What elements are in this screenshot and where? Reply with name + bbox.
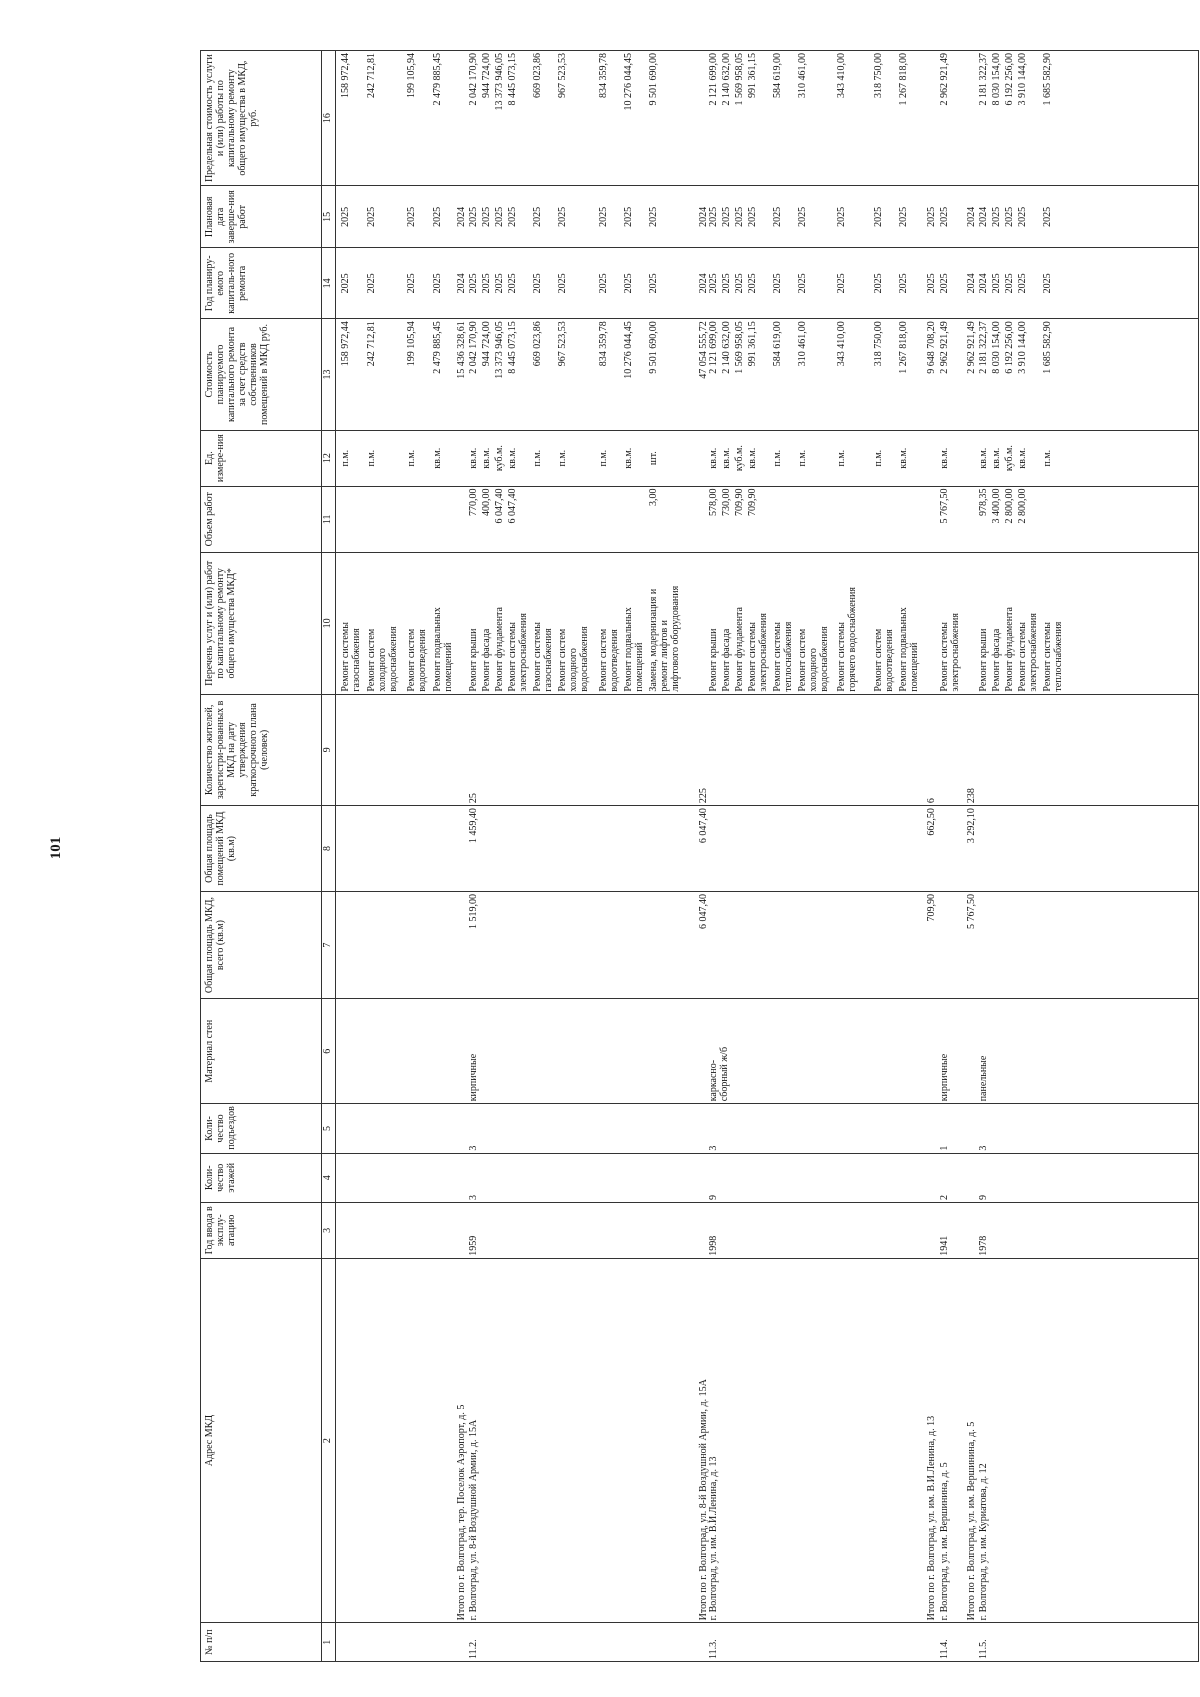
cell-col16-line21: 343 410,00	[836, 53, 847, 98]
cell-col5-line15: 3	[708, 1145, 719, 1151]
cell-col14-line3: 2025	[432, 273, 443, 294]
cell-col15-line18: 2025	[747, 206, 758, 227]
cell-col9-line26: 238	[966, 788, 977, 804]
cell-col7-line26: 5 767,50	[966, 893, 977, 929]
cell-col15-line1: 2025	[366, 206, 377, 227]
cell-col8-line5: 1 459,40	[468, 808, 479, 844]
cell-col11-line29: 2 800,00	[1004, 488, 1015, 524]
cell-col10-line16: Ремонт фасада	[721, 628, 732, 692]
column-number-9: 9	[322, 694, 336, 806]
cell-col16-line3: 2 479 885,45	[432, 53, 443, 106]
cell-col14-line7: 2025	[494, 273, 505, 294]
cell-col2-line25: г. Волгоград, ул. им. Вершинина, д. 5	[939, 1462, 950, 1621]
cell-col10-line7: Ремонт фундамента	[494, 607, 505, 692]
cell-col15-line5: 2025	[468, 206, 479, 227]
cell-col16-line17: 1 569 958,05	[734, 53, 745, 106]
header-cell-3: Год ввода в эксплу-атацию	[201, 1202, 322, 1258]
column-11-body	[336, 486, 1199, 552]
cell-col14-line19: 2025	[772, 273, 783, 294]
cell-col13-line28: 8 030 154,00	[991, 321, 1002, 374]
cell-col6-line15: каркасно- сборный ж/б	[708, 1046, 730, 1102]
cell-col9-line24: 6	[926, 798, 937, 804]
cell-col13-line6: 944 724,00	[481, 321, 492, 367]
cell-col13-line22: 318 750,00	[873, 321, 884, 367]
column-13-body	[336, 319, 1199, 431]
column-number-6: 6	[322, 999, 336, 1104]
header-cell-8: Общая площадь помещений МКД (кв.м)	[201, 806, 322, 892]
capital-repair-table	[200, 50, 1199, 1662]
cell-col15-line3: 2025	[432, 206, 443, 227]
cell-col4-line5: 3	[468, 1194, 479, 1200]
cell-col12-line9: п.м.	[532, 449, 543, 467]
cell-col15-line9: 2025	[532, 206, 543, 227]
cell-col10-line21: Ремонт системы горячего водоснабжения	[836, 587, 858, 692]
header-cell-9: Количество жителей, зарегистри-рованных в МКД на дату утверждения краткосрочного плана (человек)	[201, 694, 322, 806]
cell-col10-line27: Ремонт крыши	[978, 628, 989, 692]
cell-col15-line26: 2024	[966, 206, 977, 227]
cell-col7-line14: 6 047,40	[698, 893, 709, 929]
cell-col16-line19: 584 619,00	[772, 53, 783, 98]
cell-col14-line28: 2025	[991, 273, 1002, 294]
table-body-row	[336, 51, 1199, 1662]
cell-col7-line5: 1 519,00	[468, 893, 479, 929]
cell-col12-line1: п.м.	[366, 449, 377, 467]
cell-col13-line19: 584 619,00	[772, 321, 783, 367]
cell-col1-line25: 11.4.	[939, 1639, 950, 1659]
cell-col10-line31: Ремонт системы теплоснабжения	[1042, 621, 1064, 692]
cell-col14-line31: 2025	[1042, 273, 1053, 294]
cell-col5-line5: 3	[468, 1145, 479, 1151]
header-cell-6: Материал стен	[201, 999, 322, 1104]
cell-col13-line10: 967 523,53	[557, 321, 568, 367]
cell-col12-line27: кв.м.	[978, 447, 989, 469]
cell-col13-line5: 2 042 170,90	[468, 321, 479, 374]
cell-col13-line9: 669 023,86	[532, 321, 543, 367]
cell-col15-line16: 2025	[721, 206, 732, 227]
cell-col3-line25: 1941	[939, 1235, 950, 1256]
column-number-15: 15	[322, 186, 336, 248]
page-number: 101	[48, 836, 64, 860]
cell-col15-line10: 2025	[557, 206, 568, 227]
cell-col11-line25: 5 767,50	[939, 488, 950, 524]
cell-col16-line15: 2 121 699,00	[708, 53, 719, 106]
cell-col8-line14: 6 047,40	[698, 808, 709, 844]
cell-col10-line17: Ремонт фундамента	[734, 607, 745, 692]
cell-col14-line15: 2025	[708, 273, 719, 294]
cell-col4-line27: 9	[978, 1194, 989, 1200]
cell-col12-line30: кв.м.	[1017, 447, 1028, 469]
cell-col12-line3: кв.м.	[432, 447, 443, 469]
cell-col15-line29: 2025	[1004, 206, 1015, 227]
cell-col13-line24: 9 648 708,20	[926, 321, 937, 374]
cell-col10-line0: Ремонт системы газоснабжения	[340, 622, 362, 692]
cell-col15-line2: 2025	[406, 206, 417, 227]
cell-col14-line18: 2025	[747, 273, 758, 294]
cell-col14-line8: 2025	[507, 273, 518, 294]
header-cell-12: Ед. измере-ния	[201, 430, 322, 486]
cell-col12-line15: кв.м.	[708, 447, 719, 469]
cell-col1-line15: 11.3.	[708, 1639, 719, 1659]
cell-col12-line6: кв.м.	[481, 447, 492, 469]
cell-col15-line17: 2025	[734, 206, 745, 227]
cell-col11-line28: 3 400,00	[991, 488, 1002, 524]
cell-col13-line27: 2 181 322,37	[978, 321, 989, 374]
cell-col13-line23: 1 267 818,00	[898, 321, 909, 374]
cell-col12-line16: кв.м.	[721, 447, 732, 469]
cell-col16-line22: 318 750,00	[873, 53, 884, 98]
cell-col16-line13: 9 501 690,00	[648, 53, 659, 106]
cell-col16-line6: 944 724,00	[481, 53, 492, 98]
column-9-body	[336, 694, 1199, 806]
cell-col11-line13: 3,00	[648, 488, 659, 507]
cell-col10-line30: Ремонт системы электроснабжения	[1017, 613, 1039, 692]
cell-col13-line7: 13 373 946,05	[494, 321, 505, 379]
cell-col16-line25: 2 962 921,49	[939, 53, 950, 106]
column-number-14: 14	[322, 248, 336, 319]
cell-col16-line20: 310 461,00	[797, 53, 808, 98]
cell-col14-line17: 2025	[734, 273, 745, 294]
cell-col15-line11: 2025	[598, 206, 609, 227]
cell-col10-line11: Ремонт систем водоотведения	[598, 628, 620, 692]
cell-col13-line31: 1 685 582,90	[1042, 321, 1053, 374]
cell-col12-line21: п.м.	[836, 449, 847, 467]
cell-col13-line26: 2 962 921,49	[966, 321, 977, 374]
cell-col6-line25: кирпичные	[939, 1053, 950, 1102]
cell-col10-line1: Ремонт систем холодного водоснабжения	[366, 626, 399, 692]
cell-col9-line14: 225	[698, 788, 709, 804]
cell-col6-line27: панельные	[978, 1055, 989, 1102]
header-cell-2: Адрес МКД	[201, 1258, 322, 1623]
column-number-4: 4	[322, 1153, 336, 1202]
cell-col14-line16: 2025	[721, 273, 732, 294]
cell-col11-line30: 2 800,00	[1017, 488, 1028, 524]
cell-col16-line29: 6 192 256,00	[1004, 53, 1015, 106]
column-2-body	[336, 1258, 1199, 1623]
cell-col15-line8: 2025	[507, 206, 518, 227]
cell-col12-line13: шт.	[648, 451, 659, 466]
cell-col13-line3: 2 479 885,45	[432, 321, 443, 374]
column-3-body	[336, 1202, 1199, 1258]
cell-col10-line9: Ремонт системы газоснабжения	[532, 622, 554, 692]
cell-col8-line24: 662,50	[926, 808, 937, 836]
cell-col10-line22: Ремонт систем водоотведения	[873, 628, 895, 692]
cell-col13-line4: 15 436 328,61	[456, 321, 467, 379]
cell-col12-line7: куб.м.	[494, 445, 505, 472]
cell-col10-line18: Ремонт системы электроснабжения	[747, 613, 769, 692]
cell-col14-line13: 2025	[648, 273, 659, 294]
cell-col2-line15: г. Волгоград, ул. им. В.И.Ленина, д. 13	[708, 1456, 719, 1621]
cell-col5-line25: 1	[939, 1145, 950, 1151]
cell-col2-line14: Итого по г. Волгоград, ул. 8-й Воздушной Армии, д. 15А	[698, 1379, 709, 1621]
cell-col15-line7: 2025	[494, 206, 505, 227]
cell-col10-line13: Замена, модернизация и ремонт лифтов и лифтового оборудования	[648, 585, 681, 692]
cell-col3-line5: 1959	[468, 1235, 479, 1256]
cell-col14-line11: 2025	[598, 273, 609, 294]
cell-col15-line28: 2025	[991, 206, 1002, 227]
cell-col12-line17: куб.м.	[734, 445, 745, 472]
cell-col9-line5: 25	[468, 793, 479, 804]
cell-col15-line6: 2025	[481, 206, 492, 227]
cell-col10-line8: Ремонт системы электроснабжения	[507, 613, 529, 692]
cell-col16-line18: 991 361,15	[747, 53, 758, 98]
header-cell-4: Коли-чество этажей	[201, 1153, 322, 1202]
cell-col16-line8: 8 445 073,15	[507, 53, 518, 106]
cell-col11-line17: 709,90	[734, 488, 745, 517]
cell-col15-line25: 2025	[939, 206, 950, 227]
cell-col14-line27: 2024	[978, 273, 989, 294]
cell-col10-line5: Ремонт крыши	[468, 628, 479, 692]
cell-col15-line14: 2024	[698, 206, 709, 227]
cell-col12-line12: кв.м.	[623, 447, 634, 469]
cell-col15-line23: 2025	[898, 206, 909, 227]
cell-col11-line8: 6 047,40	[507, 488, 518, 524]
cell-col15-line13: 2025	[648, 206, 659, 227]
cell-col14-line0: 2025	[340, 273, 351, 294]
cell-col16-line5: 2 042 170,90	[468, 53, 479, 106]
cell-col16-line31: 1 685 582,90	[1042, 53, 1053, 106]
column-12-body	[336, 430, 1199, 486]
cell-col3-line27: 1978	[978, 1235, 989, 1256]
cell-col10-line19: Ремонт системы теплоснабжения	[772, 621, 794, 692]
cell-col14-line26: 2024	[966, 273, 977, 294]
column-4-body	[336, 1153, 1199, 1202]
cell-col14-line30: 2025	[1017, 273, 1028, 294]
cell-col1-line5: 11.2.	[468, 1639, 479, 1659]
cell-col10-line6: Ремонт фасада	[481, 628, 492, 692]
column-16-body	[336, 51, 1199, 186]
cell-col13-line2: 199 105,94	[406, 321, 417, 367]
cell-col16-line2: 199 105,94	[406, 53, 417, 98]
cell-col10-line29: Ремонт фундамента	[1004, 607, 1015, 692]
cell-col16-line16: 2 140 632,00	[721, 53, 732, 106]
cell-col16-line1: 242 712,81	[366, 53, 377, 98]
column-number-row	[322, 51, 336, 1662]
cell-col15-line27: 2024	[978, 206, 989, 227]
column-6-body	[336, 999, 1199, 1104]
cell-col2-line26: Итого по г. Волгоград, ул. им. Вершинина, д. 5	[966, 1421, 977, 1621]
cell-col13-line20: 310 461,00	[797, 321, 808, 367]
cell-col12-line25: кв.м.	[939, 447, 950, 469]
cell-col16-line11: 834 359,78	[598, 53, 609, 98]
header-cell-16: Предельная стоимость услуги и (или) работы по капитальному ремонту общего имущества в МКД, руб.	[201, 51, 322, 186]
cell-col13-line11: 834 359,78	[598, 321, 609, 367]
cell-col13-line30: 3 910 144,00	[1017, 321, 1028, 374]
cell-col12-line22: п.м.	[873, 449, 884, 467]
cell-col10-line28: Ремонт фасада	[991, 628, 1002, 692]
cell-col2-line24: Итого по г. Волгоград, ул. им. В.И.Ленина, д. 13	[926, 1415, 937, 1621]
cell-col4-line15: 9	[708, 1194, 719, 1200]
cell-col13-line18: 991 361,15	[747, 321, 758, 367]
cell-col3-line15: 1998	[708, 1235, 719, 1256]
cell-col14-line20: 2025	[797, 273, 808, 294]
header-cell-7: Общая площадь МКД, всего (кв.м)	[201, 891, 322, 998]
column-10-body	[336, 553, 1199, 695]
column-14-body	[336, 248, 1199, 319]
cell-col15-line31: 2025	[1042, 206, 1053, 227]
cell-col4-line25: 2	[939, 1194, 950, 1200]
cell-col6-line5: кирпичные	[468, 1053, 479, 1102]
column-number-11: 11	[322, 486, 336, 552]
header-cell-1: № п/п	[201, 1623, 322, 1662]
cell-col14-line10: 2025	[557, 273, 568, 294]
cell-col2-line5: г. Волгоград, ул. 8-й Воздушной Армии, д. 15А	[468, 1419, 479, 1621]
cell-col11-line6: 400,00	[481, 488, 492, 517]
column-number-8: 8	[322, 806, 336, 892]
cell-col15-line24: 2025	[926, 206, 937, 227]
column-number-1: 1	[322, 1623, 336, 1662]
cell-col13-line1: 242 712,81	[366, 321, 377, 367]
cell-col10-line25: Ремонт системы электроснабжения	[939, 613, 961, 692]
cell-col16-line30: 3 910 144,00	[1017, 53, 1028, 106]
cell-col10-line10: Ремонт систем холодного водоснабжения	[557, 626, 590, 692]
cell-col13-line25: 2 962 921,49	[939, 321, 950, 374]
cell-col14-line24: 2025	[926, 273, 937, 294]
capital-repair-table-rotated	[200, 50, 1200, 1662]
cell-col16-line27: 2 181 322,37	[978, 53, 989, 106]
cell-col13-line15: 2 121 699,00	[708, 321, 719, 374]
cell-col11-line15: 578,00	[708, 488, 719, 517]
cell-col13-line0: 158 972,44	[340, 321, 351, 367]
column-8-body	[336, 806, 1199, 892]
cell-col2-line27: г. Волгоград, ул. им. Куриатова, д. 12	[978, 1463, 989, 1621]
cell-col10-line23: Ремонт подвальных помещений	[898, 607, 920, 692]
cell-col14-line22: 2025	[873, 273, 884, 294]
header-cell-10: Перечень услуг и (или) работ по капитальному ремонту общего имущества МКД*	[201, 553, 322, 695]
cell-col11-line7: 6 047,40	[494, 488, 505, 524]
cell-col10-line12: Ремонт подвальных помещений	[623, 607, 645, 692]
cell-col14-line9: 2025	[532, 273, 543, 294]
cell-col15-line20: 2025	[797, 206, 808, 227]
cell-col15-line4: 2024	[456, 206, 467, 227]
cell-col12-line11: п.м.	[598, 449, 609, 467]
cell-col11-line5: 770,00	[468, 488, 479, 517]
column-number-5: 5	[322, 1104, 336, 1153]
cell-col15-line30: 2025	[1017, 206, 1028, 227]
cell-col13-line12: 10 276 044,45	[623, 321, 634, 379]
cell-col15-line12: 2025	[623, 206, 634, 227]
column-number-7: 7	[322, 891, 336, 998]
header-cell-5: Коли-чество подъездов	[201, 1104, 322, 1153]
cell-col16-line12: 10 276 044,45	[623, 53, 634, 111]
cell-col14-line5: 2025	[468, 273, 479, 294]
header-row	[201, 51, 322, 1662]
cell-col12-line5: кв.м.	[468, 447, 479, 469]
cell-col12-line10: п.м.	[557, 449, 568, 467]
column-7-body	[336, 891, 1199, 998]
cell-col14-line4: 2024	[456, 273, 467, 294]
cell-col13-line8: 8 445 073,15	[507, 321, 518, 374]
cell-col11-line18: 709,90	[747, 488, 758, 517]
header-cell-15: Плановая дата заверше-ния работ	[201, 186, 322, 248]
column-number-13: 13	[322, 319, 336, 431]
cell-col10-line3: Ремонт подвальных помещений	[432, 607, 454, 692]
cell-col11-line16: 730,00	[721, 488, 732, 517]
cell-col16-line10: 967 523,53	[557, 53, 568, 98]
cell-col14-line1: 2025	[366, 273, 377, 294]
cell-col10-line15: Ремонт крыши	[708, 628, 719, 692]
cell-col15-line19: 2025	[772, 206, 783, 227]
cell-col16-line7: 13 373 946,05	[494, 53, 505, 111]
cell-col15-line22: 2025	[873, 206, 884, 227]
cell-col13-line13: 9 501 690,00	[648, 321, 659, 374]
cell-col12-line19: п.м.	[772, 449, 783, 467]
cell-col8-line26: 3 292,10	[966, 808, 977, 844]
header-cell-11: Объем работ	[201, 486, 322, 552]
cell-col12-line20: п.м.	[797, 449, 808, 467]
column-number-3: 3	[322, 1202, 336, 1258]
cell-col12-line0: п.м.	[340, 449, 351, 467]
cell-col12-line2: п.м.	[406, 449, 417, 467]
column-15-body	[336, 186, 1199, 248]
cell-col13-line14: 47 054 555,72	[698, 321, 709, 379]
column-1-body	[336, 1623, 1199, 1662]
cell-col15-line21: 2025	[836, 206, 847, 227]
cell-col7-line24: 709,90	[926, 893, 937, 922]
cell-col12-line29: куб.м.	[1004, 445, 1015, 472]
cell-col16-line0: 158 972,44	[340, 53, 351, 98]
header-cell-13: Стоимость планируемого капитального ремонта за счет средств собственников помещений в МКД руб.	[201, 319, 322, 431]
cell-col15-line0: 2025	[340, 206, 351, 227]
cell-col1-line27: 11.5.	[978, 1639, 989, 1659]
cell-col12-line18: кв.м.	[747, 447, 758, 469]
cell-col15-line15: 2025	[708, 206, 719, 227]
cell-col16-line23: 1 267 818,00	[898, 53, 909, 106]
cell-col10-line20: Ремонт систем холодного водоснабжения	[797, 626, 830, 692]
cell-col14-line25: 2025	[939, 273, 950, 294]
cell-col14-line23: 2025	[898, 273, 909, 294]
cell-col16-line9: 669 023,86	[532, 53, 543, 98]
cell-col14-line12: 2025	[623, 273, 634, 294]
cell-col10-line2: Ремонт систем водоотведения	[406, 628, 428, 692]
cell-col13-line21: 343 410,00	[836, 321, 847, 367]
cell-col12-line23: кв.м.	[898, 447, 909, 469]
column-5-body	[336, 1104, 1199, 1153]
cell-col11-line27: 978,35	[978, 488, 989, 517]
cell-col12-line31: п.м.	[1042, 449, 1053, 467]
column-number-12: 12	[322, 430, 336, 486]
cell-col12-line28: кв.м.	[991, 447, 1002, 469]
cell-col14-line6: 2025	[481, 273, 492, 294]
cell-col5-line27: 3	[978, 1145, 989, 1151]
cell-col14-line29: 2025	[1004, 273, 1015, 294]
cell-col2-line4: Итого по г. Волгоград, тер. Поселок Аэропорт, д. 5	[456, 1404, 467, 1621]
column-number-16: 16	[322, 51, 336, 186]
column-number-2: 2	[322, 1258, 336, 1623]
cell-col14-line21: 2025	[836, 273, 847, 294]
cell-col14-line2: 2025	[406, 273, 417, 294]
cell-col14-line14: 2024	[698, 273, 709, 294]
header-cell-14: Год планиру-емого капиталь-ного ремонта	[201, 248, 322, 319]
column-number-10: 10	[322, 553, 336, 695]
cell-col16-line28: 8 030 154,00	[991, 53, 1002, 106]
cell-col13-line17: 1 569 958,05	[734, 321, 745, 374]
cell-col13-line29: 6 192 256,00	[1004, 321, 1015, 374]
cell-col13-line16: 2 140 632,00	[721, 321, 732, 374]
cell-col12-line8: кв.м.	[507, 447, 518, 469]
